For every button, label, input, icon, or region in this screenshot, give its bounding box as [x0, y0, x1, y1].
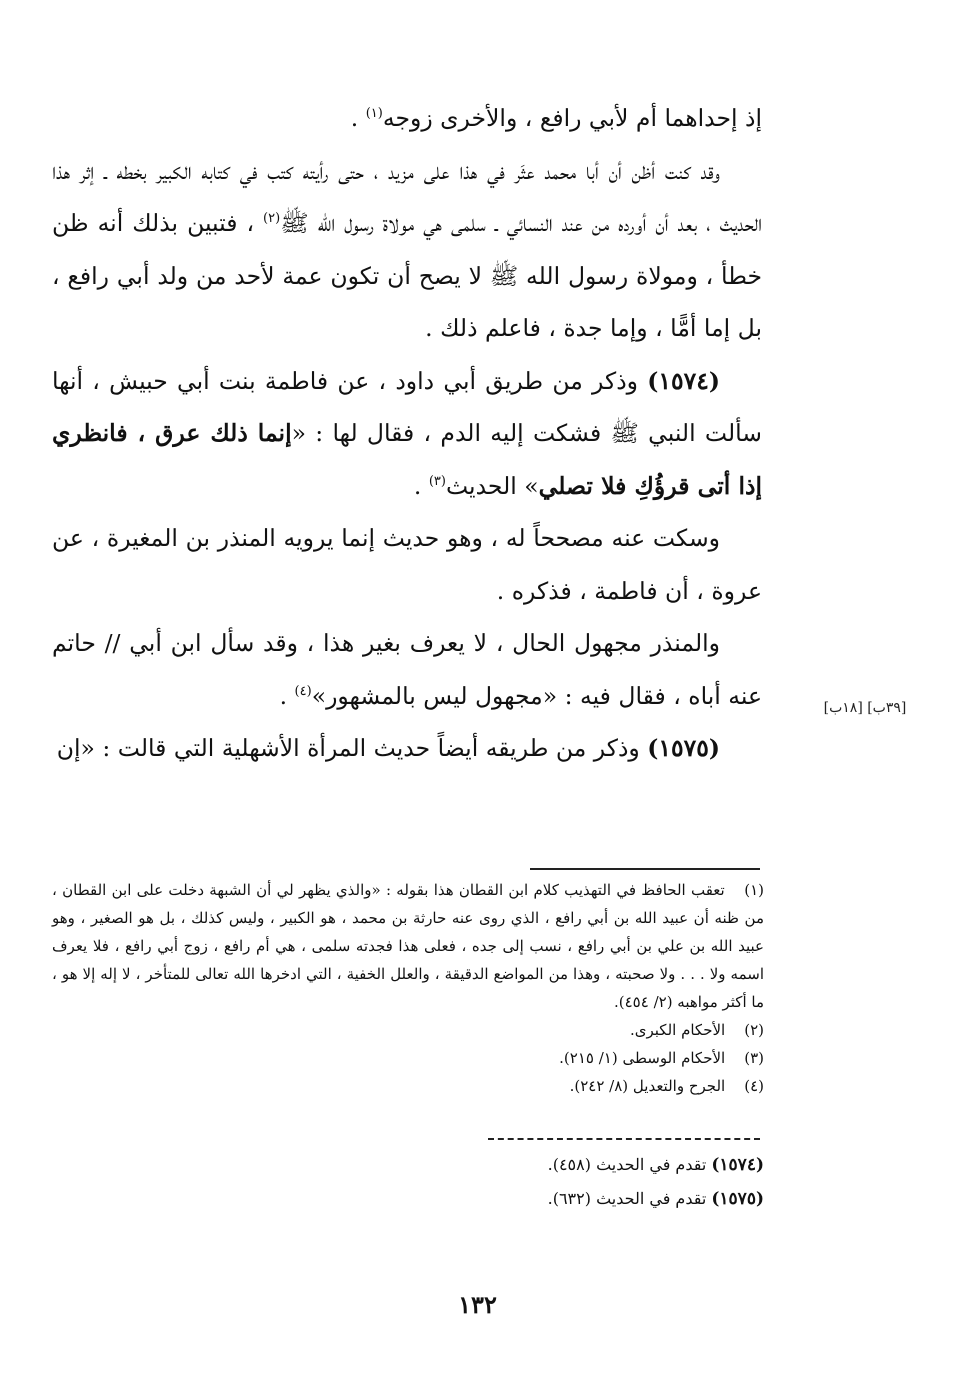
footnote-4 [52, 1072, 764, 1100]
footnote-number: (٢) [744, 1021, 764, 1039]
paragraph-3-text-a: وذكر من طريق أبي داود ، عن فاطمة بنت أبي حبيش ، أنها سألت النبي ﷺ فشكت إليه الدم ، فقال لها : « [52, 366, 762, 447]
paragraph-3-text-b: » الحديث [445, 471, 539, 500]
footnote-ref-4[interactable]: (٤) [294, 683, 312, 699]
paragraph-2-rest: ، فتبين بذلك أنه ظن خطأ ، ومولاة رسول الله ﷺ لا يصح أن تكون عمة لأحد من ولد أبي رافع ، بل إما أمًّا ، وإما جدة ، فاعلم ذلك . [52, 209, 762, 342]
footnote-text: الأحكام الكبرى. [629, 1021, 726, 1039]
reference-number: (١٥٧٤) [711, 1155, 764, 1175]
paragraph-6-text: وذكر من طريقه أيضاً حديث المرأة الأشهلية التي قالت : «إن [56, 734, 648, 762]
paragraph-1-text: إذ إحداهما أم لأبي رافع ، والأخرى زوجه [382, 104, 762, 132]
footnote-ref-2[interactable]: (٢) [263, 211, 281, 227]
footnote-3 [52, 1044, 764, 1072]
reference-1575 [52, 1182, 764, 1216]
hadith-number-1575: (١٥٧٥) [647, 734, 720, 762]
reference-text: تقدم في الحديث (٦٣٢). [547, 1189, 712, 1208]
hadith-references [52, 1148, 764, 1216]
hadith-quote: إنما ذلك عرق ، فانظري إذا أتى قرؤُكِ فلا تصلي [52, 419, 762, 500]
paragraph-5-text: والمنذر مجهول الحال ، لا يعرف بغير هذا ، وقد سأل ابن أبي // حاتم عنه أباه ، فقال فيه : «مجهول ليس بالمشهور» [52, 629, 762, 710]
paragraph-5-end: . [279, 681, 295, 710]
paragraph-4 [52, 512, 762, 617]
footnote-1 [52, 876, 764, 1016]
main-text [52, 92, 762, 775]
references-divider [488, 1138, 760, 1140]
paragraph-5 [52, 617, 762, 722]
reference-number: (١٥٧٥) [711, 1189, 764, 1209]
footnote-text: الجرح والتعديل (٨/ ٢٤٢). [569, 1077, 726, 1095]
hadith-number-1574: (١٥٧٤) [647, 366, 720, 395]
footnote-2 [52, 1016, 764, 1044]
paragraph-4-text: وسكت عنه مصححاً له ، وهو حديث إنما يرويه المنذر بن المغيرة ، عن عروة ، أن فاطمة ، فذكره . [52, 524, 762, 605]
paragraph-2 [52, 145, 762, 355]
reference-1574 [52, 1148, 764, 1182]
footnote-number: (٤) [744, 1077, 764, 1095]
paragraph-3-end: . [413, 471, 429, 500]
footnote-number: (٣) [744, 1049, 764, 1067]
paragraph-2-text: وقد كنت أظن أن أبا محمد عثَر في هذا على مزيد ، حتى رأيته كتب في كتابه الكبير بخطه ـ إثر هذا الحديث ، بعد أن أورده من عند النسائي ـ سلمى هي مولاة رسول الله ﷺ [52, 156, 762, 237]
footnote-text: الأحكام الوسطى (١/ ٢١٥). [559, 1049, 726, 1067]
footnote-ref-3[interactable]: (٣) [428, 473, 446, 489]
reference-text: تقدم في الحديث (٤٥٨). [547, 1155, 712, 1174]
footnote-text: تعقب الحافظ في التهذيب كلام ابن القطان هذا بقوله : «والذي يظهر لي أن الشبهة دخلت على ابن القطان ، من ظنه أن عبيد الله بن أبي رافع ، الذي روى عنه حارثة بن محمد ، هو الكبير ، وليس كذلك ، بل هو الصغير ، وهو عبيد الله بن علي بن أبي رافع ، نسب إلى جده ، فعلى هذا فجدته سلمى ، هي أم رافع ، زوج أبي رافع ، فلا يعرف اسمه ولا . . . ولا صحبته ، وهذا من المواضع الدقيقة ، والعلل الخفية ، التي ادخرها الله تعالى للمتأخر ، لا إله إلا هو ، ما أكثر مواهبه (٢/ ٤٥٤). [52, 881, 764, 1011]
page-number: ١٣٢ [458, 1290, 497, 1319]
paragraph-1 [52, 92, 762, 145]
footnote-number: (١) [744, 881, 764, 899]
footnotes [52, 876, 764, 1100]
paragraph-6 [52, 722, 762, 775]
footnote-ref-1[interactable]: (١) [365, 106, 383, 122]
footnote-divider [530, 868, 760, 870]
manuscript-folio-marker: [٣٩ب] [١٨ب] [823, 700, 907, 716]
paragraph-3 [52, 355, 762, 513]
paragraph-1-end: . [350, 104, 366, 132]
